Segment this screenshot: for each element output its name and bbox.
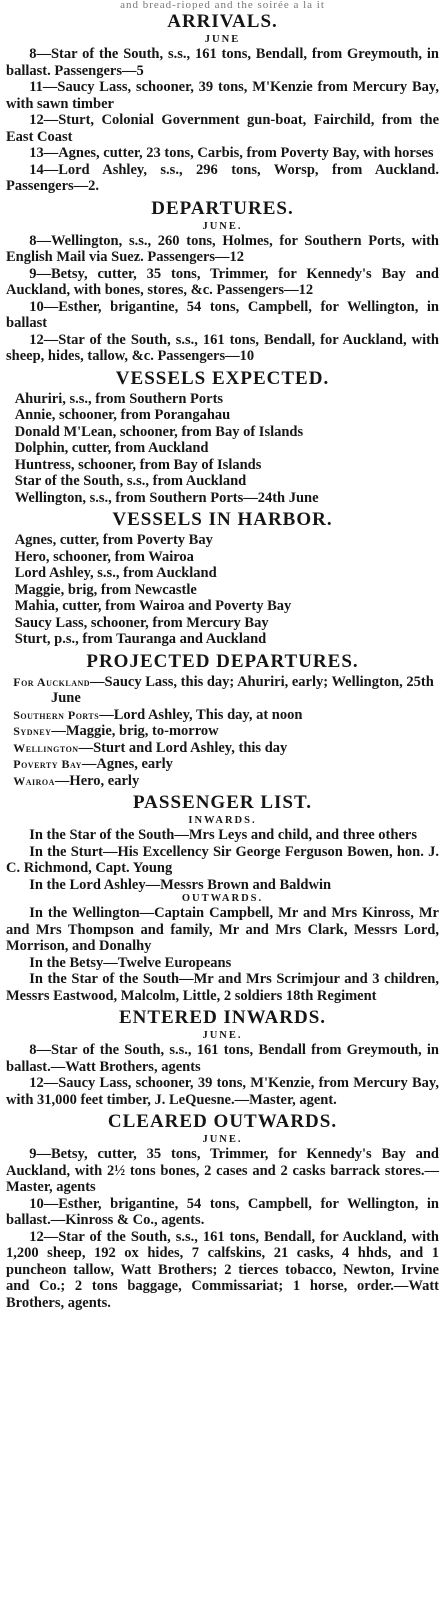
section-arrivals	[6, 10, 439, 197]
section-heading: CLEARED OUTWARDS.	[107, 1111, 338, 1132]
departure-detail: —Maggie, brig, to-morrow	[51, 723, 219, 739]
section-heading: PASSENGER LIST.	[132, 792, 312, 813]
entry: Star of the South, s.s., from Auckland	[14, 473, 247, 489]
section-subheading: OUTWARDS.	[181, 893, 264, 904]
entry: Huntress, schooner, from Bay of Islands	[14, 456, 262, 473]
destination-label: Southern Ports	[13, 707, 100, 722]
entry	[6, 756, 439, 773]
section-heading: ENTERED INWARDS.	[118, 1007, 327, 1028]
top-fragment-text: and bread-rioped and the soirée a la it	[120, 0, 325, 10]
entry: In the Wellington—Captain Campbell, Mr and Mrs Kinross, Mr and Mrs Thompson and family, Mr and Mrs Clark, Messrs Lord, Morrison, and Donalhy	[6, 905, 439, 954]
departure-detail: —Sturt and Lord Ashley, this day	[78, 739, 288, 756]
destination-label: Poverty Bay	[13, 757, 82, 771]
entry: In the Star of the South—Mr and Mrs Scrimjour and 3 children, Messrs Eastwood, Malcolm, Little, 2 soldiers 18th Regiment	[6, 971, 439, 1004]
section-subheading: INWARDS.	[188, 815, 257, 826]
entry: 12—Sturt, Colonial Government gun-boat, Fairchild, from the East Coast	[6, 112, 439, 145]
entry: Hero, schooner, from Wairoa	[14, 548, 194, 565]
entry: In the Lord Ashley—Messrs Brown and Baldwin	[29, 876, 332, 893]
destination-label: Wairoa	[13, 773, 55, 788]
entry: Mahia, cutter, from Wairoa and Poverty Bay	[14, 598, 292, 614]
departure-detail: —Hero, early	[54, 772, 140, 789]
entry: Sturt, p.s., from Tauranga and Auckland	[14, 631, 267, 647]
entry: Saucy Lass, schooner, from Mercury Bay	[14, 614, 269, 631]
section-vessels-in-harbor	[6, 508, 439, 650]
section-subheading: JUNE.	[202, 220, 243, 232]
section-vessels-expected	[6, 367, 439, 509]
entry: 9—Betsy, cutter, 35 tons, Trimmer, for Kennedy's Bay and Auckland, with bones, stores, &c. Passengers—12	[6, 265, 439, 298]
entry: Agnes, cutter, from Poverty Bay	[14, 532, 213, 548]
section-heading: PROJECTED DEPARTURES.	[86, 650, 359, 672]
entry: Annie, schooner, from Porangahau	[14, 407, 231, 423]
entry: Dolphin, cutter, from Auckland	[14, 440, 209, 456]
entry: Maggie, brig, from Newcastle	[14, 581, 197, 598]
section-gap	[6, 1311, 439, 1313]
section-entered-inwards	[6, 1006, 439, 1110]
section-heading: VESSELS IN HARBOR.	[112, 509, 333, 530]
entry	[6, 674, 439, 707]
entry: 12—Star of the South, s.s., 161 tons, Bendall, for Auckland, with 1,200 sheep, 192 ox hides, 7 calfskins, 21 casks, 4 hhds, and 1 puncheon tallow, Watt Brothers; 2 tierces tobacco, Newton, Irvine and Co.; 2 tons baggage, Commissariat; 1 horse, order.—Watt Brothers, agents.	[6, 1228, 439, 1311]
section-projected-departures	[6, 650, 439, 792]
entry: 8—Star of the South, s.s., 161 tons, Bendall, from Greymouth, in ballast. Passengers—5	[6, 46, 439, 79]
entry: Ahuriri, s.s., from Southern Ports	[14, 390, 224, 407]
section-subheading: JUNE	[204, 34, 241, 45]
section-cleared-outwards	[6, 1110, 439, 1313]
section-subheading: JUNE.	[202, 1134, 243, 1145]
entry	[6, 723, 439, 740]
entry: 14—Lord Ashley, s.s., 296 tons, Worsp, from Auckland. Passengers—2.	[6, 161, 439, 194]
entry: 11—Saucy Lass, schooner, 39 tons, M'Kenzie from Mercury Bay, with sawn timber	[6, 79, 439, 112]
departure-detail: —Agnes, early	[81, 756, 173, 772]
destination-label: Wellington	[13, 740, 79, 755]
entry: Lord Ashley, s.s., from Auckland	[14, 565, 217, 581]
departure-detail: —Lord Ashley, This day, at noon	[99, 706, 303, 723]
section-departures	[6, 197, 439, 367]
entry: In the Betsy—Twelve Europeans	[29, 954, 232, 971]
entry: Wellington, s.s., from Southern Ports—24th June	[14, 489, 319, 506]
entry: In the Star of the South—Mrs Leys and child, and three others	[29, 827, 417, 843]
section-heading: DEPARTURES.	[151, 197, 294, 219]
entry: 12—Star of the South, s.s., 161 tons, Bendall, for Auckland, with sheep, hides, tallow, &c. Passengers—10	[6, 331, 439, 364]
entry	[6, 773, 439, 790]
shipping-sections	[6, 10, 439, 1313]
entry: 8—Star of the South, s.s., 161 tons, Bendall from Greymouth, in ballast.—Watt Brothers, agents	[6, 1042, 439, 1075]
entry	[6, 740, 439, 757]
section-subheading: JUNE.	[202, 1030, 243, 1041]
section-heading: ARRIVALS.	[167, 11, 278, 32]
entry	[6, 707, 439, 724]
entry: 8—Wellington, s.s., 260 tons, Holmes, for Southern Ports, with English Mail via Suez. Passengers—12	[6, 232, 439, 265]
destination-label: Sydney	[13, 724, 52, 738]
entry: Donald M'Lean, schooner, from Bay of Islands	[14, 423, 304, 440]
entry: 9—Betsy, cutter, 35 tons, Trimmer, for Kennedy's Bay and Auckland, with 2½ tons bones, 2 cases and 2 casks barrack stores.—Master, agents	[6, 1146, 439, 1195]
entry: 10—Esther, brigantine, 54 tons, Campbell, for Wellington, in ballast.—Kinross & Co., agents.	[6, 1195, 439, 1228]
section-passenger-list	[6, 791, 439, 1006]
destination-label: For Auckland	[13, 674, 91, 689]
departure-detail: —Saucy Lass, this day; Ahuriri, early; Wellington, 25th June	[50, 673, 434, 706]
entry: 10—Esther, brigantine, 54 tons, Campbell, for Wellington, in ballast	[6, 298, 439, 331]
entry: In the Sturt—His Excellency Sir George Ferguson Bowen, hon. J. C. Richmond, Capt. Young	[6, 843, 439, 876]
entry: 12—Saucy Lass, schooner, 39 tons, M'Kenzie, from Mercury Bay, with 31,000 feet timber, J. LeQuesne.—Master, agent.	[6, 1075, 439, 1108]
section-heading: VESSELS EXPECTED.	[115, 367, 330, 389]
entry: 13—Agnes, cutter, 23 tons, Carbis, from Poverty Bay, with horses	[29, 145, 434, 161]
